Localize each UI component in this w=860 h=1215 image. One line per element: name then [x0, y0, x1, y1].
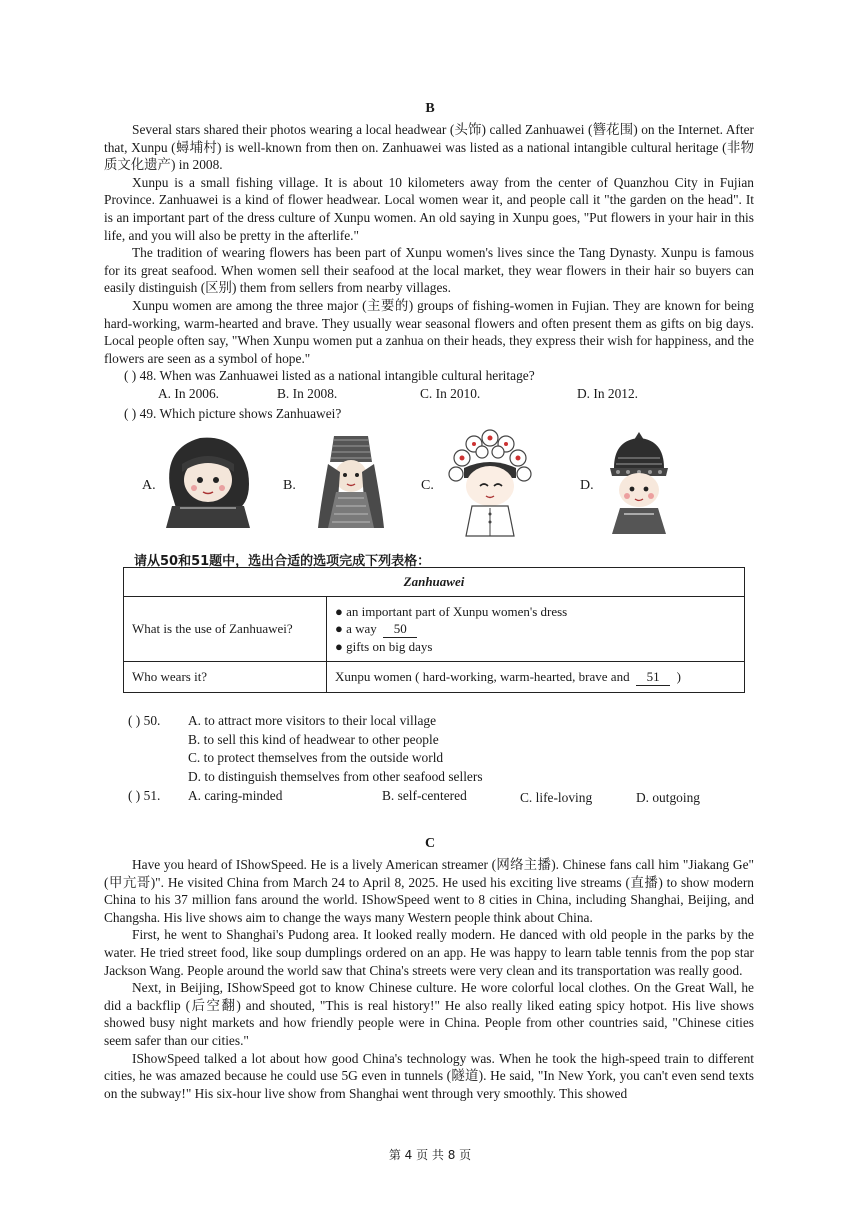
question-stem: 48. When was Zanhuawei listed as a national intangible cultural heritage?	[139, 368, 535, 383]
table-item: ● gifts on big days	[335, 639, 433, 654]
passage-paragraph: Have you heard of IShowSpeed. He is a lively American streamer (网络主播). Chinese fans call him "Jiakang Ge"(甲亢哥)". He visited China from March 24 to April 8, 2025. He used his exciting live streams (直播) to show modern China to his 37 million fans around the world. IShowSpeed went to 8 cities in China, including Shanghai, Beijing, and Changsha. His live shows aim to change the ways many Western people think about China.	[104, 857, 754, 925]
page-number-footer: 第 4 页 共 8 页	[388, 1148, 472, 1162]
question-48	[124, 367, 535, 385]
blank-51[interactable]: 51	[636, 669, 670, 686]
question-51	[128, 787, 160, 805]
passage-paragraph: First, he went to Shanghai's Pudong area. It looked really modern. He danced with old people in the parks by the water. He tried street food, like soup dumplings ordered on an app. He was happy to learn table tennis from the pop star Jackson Wang. People around the world saw that China's streets were very clean and its transportation was really good.	[104, 927, 754, 978]
table-instruction: 请从50和51题中，选出合适的选项完成下列表格：	[134, 554, 431, 569]
table-item: ● an important part of Xunpu women's dress	[335, 604, 568, 619]
q50-option-b[interactable]: B. to sell this kind of headwear to other people	[188, 732, 439, 747]
question-number: 50.	[143, 713, 161, 728]
headwear-picture-a[interactable]	[160, 428, 256, 530]
q48-option-a[interactable]: A. In 2006.	[158, 386, 219, 401]
passage-paragraph: Xunpu is a small fishing village. It is about 10 kilometers away from the center of Quanzhou City in Fujian Province. Zanhuawei is a kind of flower headwear. Local women wear it, and people call it "the garden on the head". It is an important part of the dress culture of Xunpu women. An old saying in Xunpu goes, "Put flowers in your hair in this life, and you will also be pretty in the afterlife."	[104, 174, 754, 243]
headwear-picture-b[interactable]	[312, 428, 390, 532]
passage-paragraph: IShowSpeed talked a lot about how good China's technology was. When he took the high-speed train to different cities, he was amazed because he could use 5G even in tunnels (隧道). He said, "In New York, you can't even send texts on the subway!" His six-hour live show from Shanghai went through very smoothly. This showed	[104, 1050, 754, 1101]
passage-paragraph: Next, in Beijing, IShowSpeed got to know Chinese culture. He wore colorful local clothes. On the Great Wall, he did a backflip (后空翻) and shouted, "This is real history!" He also really liked eating spicy hotpot. His live shows showed busy night markets and how friendly people were in China. People from other countries said, "Chinese cities seem safer than our cities."	[104, 980, 754, 1048]
q48-option-d[interactable]: D. In 2012.	[577, 386, 638, 401]
section-c-label: C	[424, 836, 436, 851]
section-b-passage	[104, 121, 754, 367]
q50-option-d[interactable]: D. to distinguish themselves from other seafood sellers	[188, 769, 483, 784]
blank-50[interactable]: 50	[383, 620, 417, 638]
question-number: 51.	[143, 788, 161, 803]
table-row-answer	[327, 662, 745, 693]
picture-label-b: B.	[283, 478, 296, 493]
table-row-answer	[327, 597, 745, 662]
q48-option-c[interactable]: C. In 2010.	[420, 386, 481, 401]
q48-option-b[interactable]: B. In 2008.	[277, 386, 338, 401]
table-item: ● a way	[335, 621, 377, 636]
headwear-picture-c[interactable]	[444, 428, 536, 538]
q51-option-c[interactable]: C. life-loving	[520, 790, 593, 805]
table-row-question: Who wears it?	[124, 662, 327, 693]
table-item: )	[676, 668, 681, 684]
q50-option-c[interactable]: C. to protect themselves from the outside world	[188, 750, 444, 765]
question-stem: 49. Which picture shows Zanhuawei?	[139, 406, 342, 421]
headwear-picture-d[interactable]	[600, 428, 678, 536]
question-49	[124, 405, 341, 423]
q51-option-a[interactable]: A. caring-minded	[188, 788, 283, 803]
answer-paren[interactable]: ( )	[128, 788, 141, 803]
question-50	[128, 712, 160, 730]
passage-paragraph: Several stars shared their photos wearing a local headwear (头饰) called Zanhuawei (簪花围) on the Internet. After that, Xunpu (蟳埔村) is well-known from then on. Zanhuawei was listed as a national intangible cultural heritage (非物质文化遗产) in 2008.	[104, 122, 754, 173]
table-row-question: What is the use of Zanhuawei?	[124, 597, 327, 662]
table-item: Xunpu women ( hard-working, warm-hearted, brave and	[335, 668, 630, 684]
q51-option-d[interactable]: D. outgoing	[636, 790, 700, 805]
passage-paragraph: Xunpu women are among the three major (主要的) groups of fishing-women in Fujian. They are known for being hard-working, warm-hearted and brave. They usually wear seasonal flowers and often present them as gifts on big days. Local people often say, "When Xunpu women put a zanhua on their heads, they express their wish for happiness, and the flowers are seen as a symbol of hope."	[104, 297, 754, 366]
answer-paren[interactable]: ( )	[124, 368, 137, 383]
answer-paren[interactable]: ( )	[128, 713, 141, 728]
picture-label-a: A.	[142, 478, 156, 493]
section-c-passage	[104, 856, 754, 1102]
picture-label-c: C.	[421, 478, 434, 493]
table-header: Zanhuawei	[124, 568, 745, 597]
section-b-label: B	[425, 101, 435, 116]
answer-paren[interactable]: ( )	[124, 406, 137, 421]
zanhuawei-table	[123, 567, 745, 693]
q50-option-a[interactable]: A. to attract more visitors to their local village	[188, 713, 437, 728]
passage-paragraph: The tradition of wearing flowers has been part of Xunpu women's lives since the Tang Dynasty. Xunpu is famous for its great seafood. When women sell their seafood at the local market, they wear flowers in their hair so buyers can easily distinguish (区别) them from sellers from nearby villages.	[104, 245, 754, 296]
q51-option-b[interactable]: B. self-centered	[382, 788, 467, 803]
picture-label-d: D.	[580, 478, 594, 493]
